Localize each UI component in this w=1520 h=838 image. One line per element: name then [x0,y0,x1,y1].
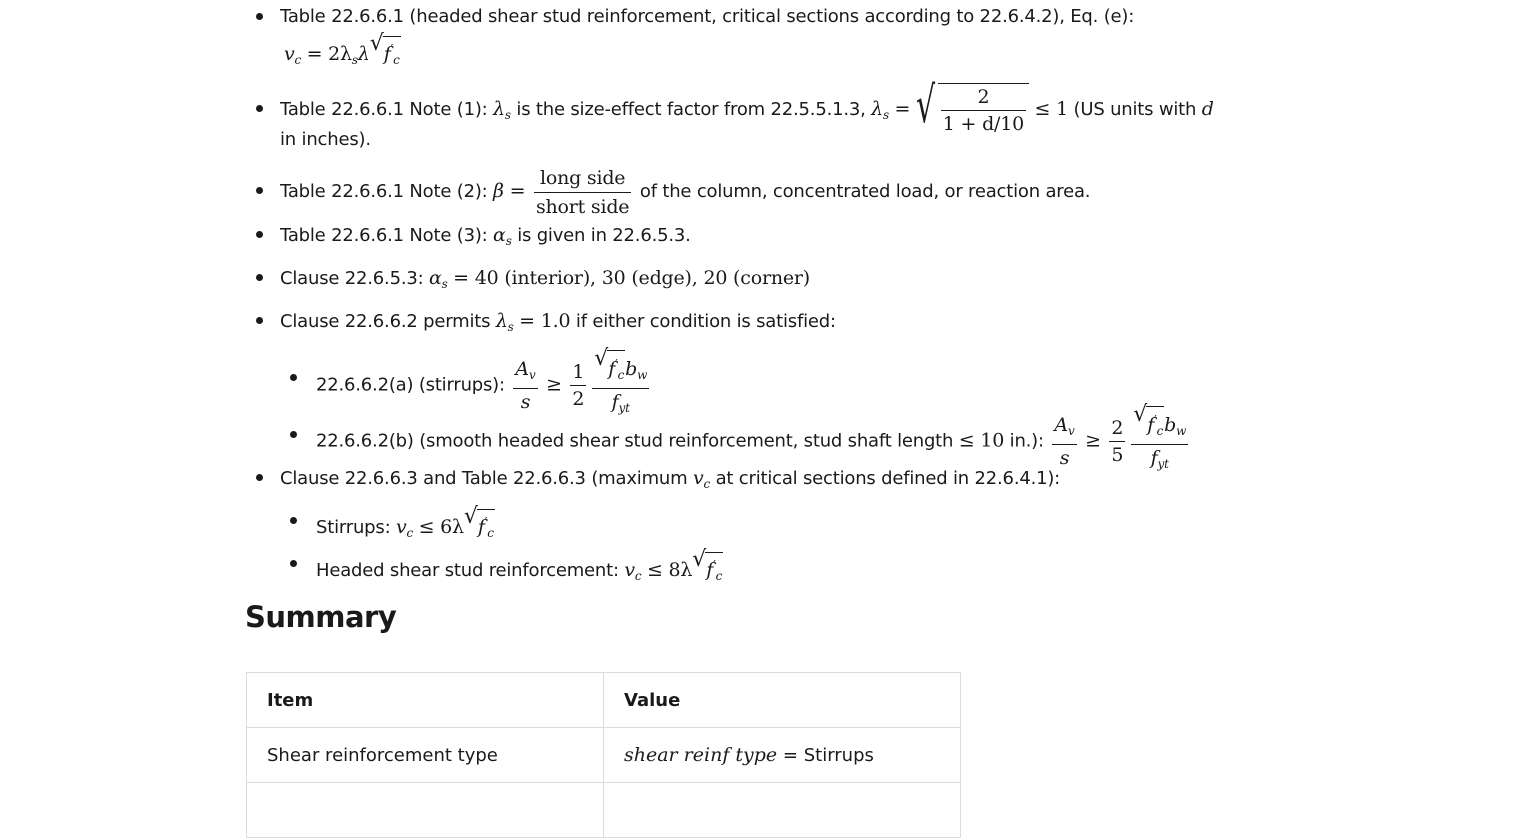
column-header-item: Item [247,673,604,728]
bullet-marker [256,317,263,324]
bullet-marker [256,474,263,481]
sub-bullet-marker [290,374,297,381]
column-header-value: Value [604,673,961,728]
list-item-clause-22-6-6-3: Clause 22.6.6.3 and Table 22.6.6.3 (maximum $v_c$ at critical sections defined in 22.6.4.1): [280,467,1061,491]
fraction-av-over-s: $\frac{A_v}{s}$ [515,358,536,413]
list-item-clause-22-6-5-3: Clause 22.6.5.3: $\alpha_s = 40$ (interior), 30 (edge), 20 (corner) [280,267,811,291]
bullet-marker [256,187,263,194]
fraction-sqrt-fc-bw-over-fyt: √ $f'_cb_w$ $f_{yt}$ [1133,402,1187,471]
cell-item: Shear reinforcement type [247,728,604,783]
bullet-marker [256,274,263,281]
list-item-note-3: Table 22.6.6.1 Note (3): $\alpha_s$ is given in 22.6.5.3. [280,224,691,248]
table-header-row [247,673,961,728]
cell-value-empty [604,783,961,838]
fraction-sqrt-fc-bw-over-fyt: √ $f'_cb_w$ $f_{yt}$ [594,346,648,415]
sqrt-fc: √ $f'_c$ [464,509,495,545]
bullet-marker [256,231,263,238]
list-item-table-22-6-6-1-eq-e [280,5,1134,29]
sqrt-size-effect-fraction: √ $\frac{2}{1 + d/10}$ [916,83,1029,137]
item-text: Table 22.6.6.1 (headed shear stud reinforcement, critical sections according to 22.6.4.2), Eq. (e): [280,6,1135,27]
cell-value: shear reinf type = Stirrups [604,728,961,783]
list-item-clause-22-6-6-2: Clause 22.6.6.2 permits $\lambda_s = 1.0$ if either condition is satisfied: [280,310,836,334]
equation-vc-headed-studs: $v_c = 2\lambda_s\lambda$ √ $f'_c$ [284,36,401,72]
sub-bullet-marker [290,517,297,524]
table-row [247,728,961,783]
sqrt-fc: √ $f'_c$ [370,36,401,72]
summary-heading: Summary [245,600,397,634]
bullet-marker [256,105,263,112]
fraction-long-short-side: $\frac{\text{long side}}{\text{short side}}$ [534,164,631,221]
fraction-av-over-s: $\frac{A_v}{s}$ [1054,414,1075,469]
sqrt-fc: √ $f'_c$ [692,552,723,588]
sub-bullet-marker [290,431,297,438]
list-item-22-6-6-2-a: 22.6.6.2(a) (stirrups): $\frac{A_v}{s}$ ≥ $\frac{1}{2}$ √ $f'_cb_w$ $f_{yt}$ [316,350,652,406]
cell-item-empty [247,783,604,838]
fraction-one-half: $\frac{1}{2}$ [572,361,585,410]
list-item-22-6-6-2-b: 22.6.6.2(b) (smooth headed shear stud reinforcement, stud shaft length ≤ 10 in.): $\frac{A_v}{s}$ ≥ $\frac{2}{5}$ √ $f'_cb_w$ $f_{yt}$ [316,406,1191,462]
sub-bullet-marker [290,560,297,567]
list-item-note-2: Table 22.6.6.1 Note (2): β = $\frac{\text{long side}}{\text{short side}}$ of the column, concentrated load, or reaction area. [280,162,1090,220]
list-item-note-1: Table 22.6.6.1 Note (1): $\lambda_s$ is the size-effect factor from 22.5.5.1.3, $\lambda_s$ = √ $\frac{2}{1 + d/10}$ ≤ 1 (US units with d [280,76,1214,135]
bullet-marker [256,13,263,20]
list-item-headed-studs-limit: Headed shear stud reinforcement: $v_c \le 8\lambda$ √ $f'_c$ [316,552,723,588]
fraction-two-fifths: $\frac{2}{5}$ [1111,417,1124,466]
list-item-stirrups-limit: Stirrups: $v_c \le 6\lambda$ √ $f'_c$ [316,509,495,545]
summary-table [246,672,961,838]
table-row [247,783,961,838]
list-item-note-1-continued: in inches). [280,129,371,150]
